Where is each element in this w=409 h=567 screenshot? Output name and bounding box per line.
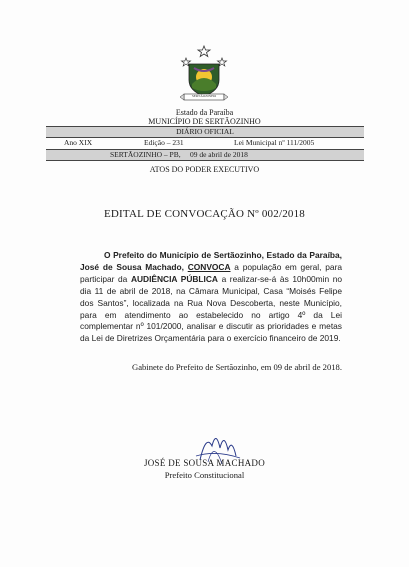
audiencia-word: AUDIÊNCIA PÚBLICA — [130, 273, 218, 284]
body-text-a: a população em geral, para participar da — [80, 261, 343, 284]
signer-name: JOSÉ DE SOUSA MACHADO — [143, 458, 266, 468]
municipality-name: MUNICÍPIO DE SERTÃOZINHO — [148, 117, 261, 126]
law-label: Lei Municipal nº 111/2005 — [234, 138, 315, 147]
crest-banner-text: SERTÃOZINHO — [191, 94, 217, 98]
signer-role: Prefeito Constitucional — [164, 470, 245, 480]
edital-title: EDITAL DE CONVOCAÇÃO Nº 002/2018 — [103, 208, 305, 220]
convoca-word: CONVOCA — [187, 261, 231, 272]
edition-band — [46, 138, 364, 148]
body-text-b: a realizar-se-á às 10h00min no dia 11 de abril de 2018, na Câmara Municipal, Casa “Moisés Felipe dos Santos”, localizada na Rua Nova Descoberta, neste Município, para em atendimento ao estabelecido no artigo 4º da Lei complementar nº 101/2000, analisar e discutir as prioridades e metas da Lei de Diretrizes Orçamentária para o exercício financeiro de 2019. — [80, 273, 343, 344]
year-label: Ano XIX — [64, 138, 93, 147]
place-date-band — [46, 149, 364, 161]
closing-line: Gabinete do Prefeito de Sertãozinho, em 09 de abril de 2018. — [131, 362, 342, 372]
section-title: ATOS DO PODER EXECUTIVO — [149, 165, 260, 174]
state-name: Estado da Paraíba — [175, 108, 234, 117]
gazette-title: DIÁRIO OFICIAL — [176, 127, 234, 136]
edital-body — [80, 250, 342, 345]
gazette-band — [46, 126, 364, 138]
body-intro-bold: O Prefeito do Município de Sertãozinho, Estado da Paraíba, José de Sousa Machado, — [80, 250, 342, 272]
edition-label: Edição – 231 — [144, 138, 184, 147]
place-date: SERTÃOZINHO – PB, 09 de abril de 2018 — [110, 150, 248, 159]
